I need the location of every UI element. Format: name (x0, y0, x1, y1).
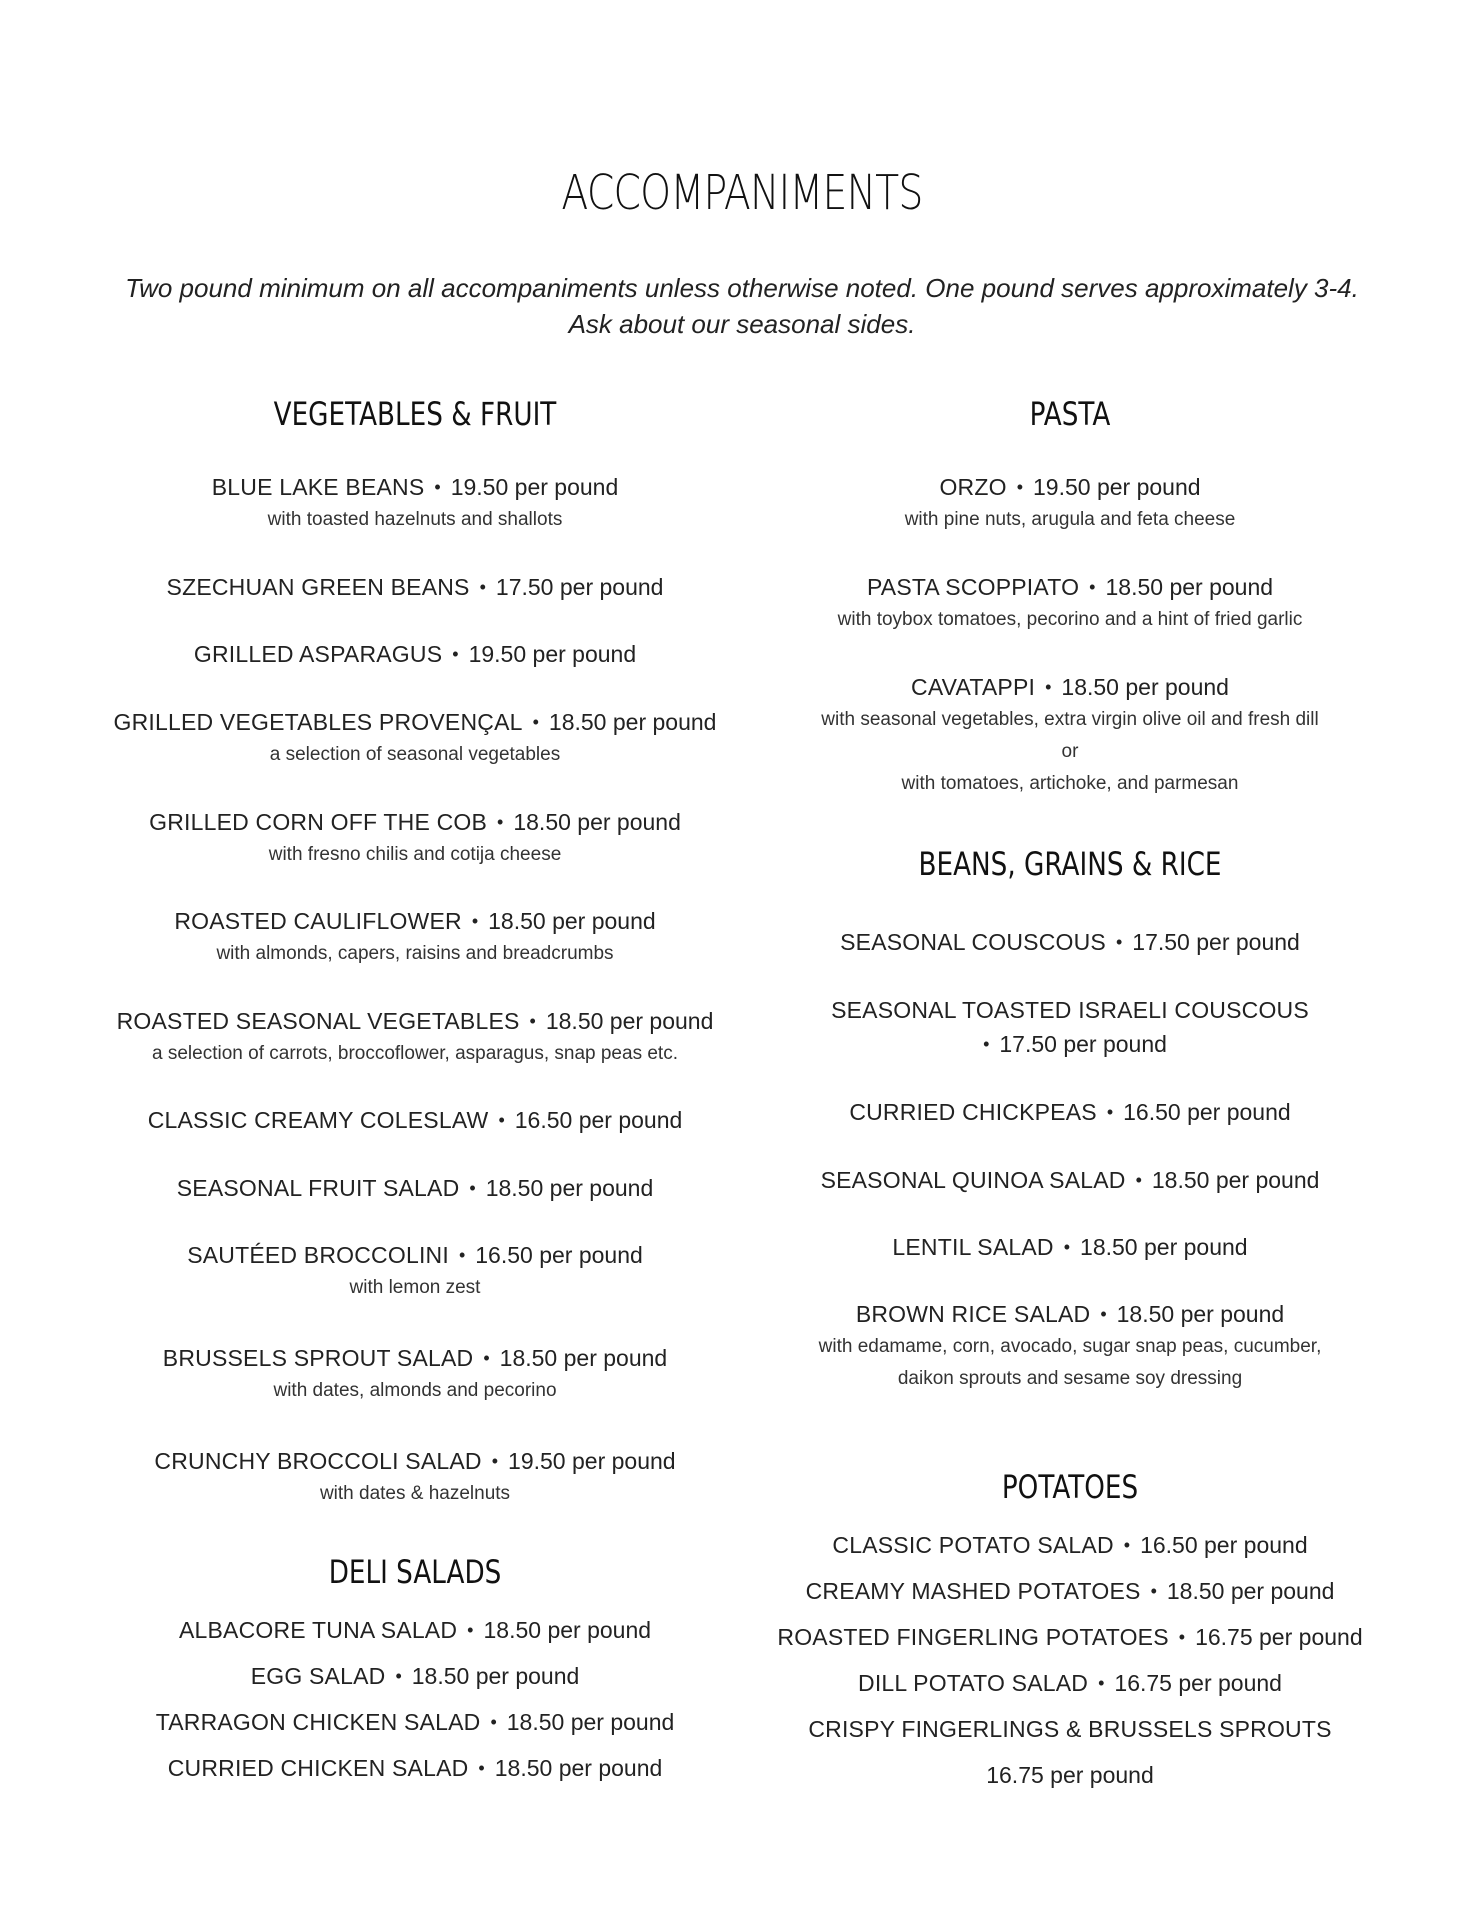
bullet-separator: • (532, 712, 539, 732)
section-title-beans: BEANS, GRAINS & RICE (918, 845, 1222, 883)
bullet-separator: • (1063, 1237, 1071, 1257)
section-title-deli: DELI SALADS (328, 1553, 502, 1591)
menu-item (770, 1666, 1370, 1700)
item-name: EGG SALAD (250, 1663, 386, 1689)
bullet-separator: • (1045, 677, 1052, 697)
bullet-separator: • (434, 477, 441, 497)
item-unit: per pound (552, 908, 656, 934)
bullet-separator: • (497, 812, 504, 832)
bullet-separator: • (1178, 1627, 1186, 1647)
item-name: PASTA SCOPPIATO (866, 574, 1080, 600)
item-price: 18.50 (488, 908, 546, 934)
bullet-separator: • (1098, 1673, 1105, 1693)
item-unit: per pound (1180, 1301, 1285, 1327)
bullet-separator: • (1089, 577, 1096, 597)
menu-item (770, 993, 1370, 1061)
item-unit: per pound (558, 1755, 663, 1781)
item-unit: per pound (572, 1448, 676, 1474)
intro-line-1: Two pound minimum on all accompaniments unless otherwise noted. One pound serves approximately 3-4. (125, 273, 1359, 303)
item-name: BRUSSELS SPROUT SALAD (162, 1345, 474, 1371)
item-unit: per pound (609, 1008, 714, 1034)
item-name: CRUNCHY BROCCOLI SALAD (154, 1448, 482, 1474)
section-title-potatoes: POTATOES (1001, 1468, 1139, 1506)
item-price: 18.50 (506, 1709, 565, 1735)
menu-item (90, 637, 740, 671)
item-price: 18.50 (1080, 1234, 1138, 1260)
item-price: 18.50 (499, 1345, 558, 1371)
item-unit: per pound (570, 1709, 675, 1735)
item-unit: per pound (1215, 1167, 1320, 1193)
menu-item (770, 1163, 1370, 1197)
menu-item (770, 1297, 1370, 1395)
section-title-vegetables: VEGETABLES & FRUIT (273, 395, 557, 433)
item-unit: per pound (1178, 1670, 1282, 1696)
menu-item (90, 570, 740, 604)
item-unit: per pound (539, 1242, 643, 1268)
bullet-separator: • (467, 1620, 474, 1640)
bullet-separator: • (1115, 932, 1123, 952)
item-unit: per pound (1050, 1762, 1154, 1788)
item-unit: per pound (547, 1617, 652, 1643)
item-price: 16.50 (514, 1107, 573, 1133)
item-name: TARRAGON CHICKEN SALAD (155, 1709, 481, 1735)
menu-item (90, 1171, 740, 1205)
menu-item (90, 1659, 740, 1693)
bullet-separator: • (1100, 1304, 1107, 1324)
item-price: 18.50 (1151, 1167, 1210, 1193)
item-price: 17.50 (495, 574, 554, 600)
item-description: with edamame, corn, avocado, sugar snap peas, cucumber, (818, 1336, 1322, 1357)
item-unit: per pound (577, 809, 681, 835)
intro-note (0, 270, 1484, 342)
bullet-separator: • (483, 1348, 490, 1368)
menu-item (770, 570, 1370, 636)
item-unit: per pound (612, 709, 717, 735)
item-price: 19.50 (468, 641, 527, 667)
item-unit: per pound (1125, 674, 1229, 700)
menu-item (90, 1613, 740, 1647)
item-price: 17.50 (1132, 929, 1190, 955)
item-name: CRISPY FINGERLINGS & BRUSSELS SPROUTS (808, 1716, 1332, 1742)
item-description: with almonds, capers, raisins and breadcrumbs (216, 943, 614, 964)
menu-item (90, 1341, 740, 1407)
menu-item (90, 1004, 740, 1070)
item-name: SZECHUAN GREEN BEANS (166, 574, 470, 600)
item-name: ALBACORE TUNA SALAD (178, 1617, 458, 1643)
menu-item (90, 1705, 740, 1739)
item-price: 18.50 (483, 1617, 542, 1643)
item-description-cont: daikon sprouts and sesame soy dressing (897, 1368, 1243, 1389)
item-unit: per pound (1144, 1234, 1248, 1260)
item-price: 16.75 (986, 1762, 1044, 1788)
item-price: 17.50 (999, 1031, 1057, 1057)
item-name: ROASTED FINGERLING POTATOES (777, 1624, 1169, 1650)
bullet-separator: • (471, 911, 479, 931)
menu-item (90, 470, 740, 536)
item-price: 16.50 (1123, 1099, 1181, 1125)
item-unit: per pound (532, 641, 637, 667)
page-title: ACCOMPANIMENTS (561, 165, 923, 221)
item-unit: per pound (563, 1345, 668, 1371)
item-description: with toasted hazelnuts and shallots (267, 509, 563, 530)
menu-item (770, 1095, 1370, 1129)
item-description: a selection of carrots, broccoflower, asparagus, snap peas etc. (152, 1043, 678, 1064)
menu-item (770, 1230, 1370, 1264)
menu-item (90, 1103, 740, 1137)
section-title-pasta: PASTA (1029, 395, 1111, 433)
item-description: with lemon zest (349, 1277, 481, 1298)
bullet-separator: • (490, 1712, 497, 1732)
item-description: a selection of seasonal vegetables (269, 744, 561, 765)
item-name: CLASSIC CREAMY COLESLAW (147, 1107, 489, 1133)
item-price: 18.50 (548, 709, 607, 735)
item-or: or (1061, 741, 1079, 762)
bullet-separator: • (983, 1034, 990, 1054)
menu-item (770, 1712, 1370, 1792)
item-unit: per pound (1259, 1624, 1363, 1650)
bullet-separator: • (498, 1110, 505, 1130)
item-unit: per pound (1204, 1532, 1308, 1558)
item-name: GRILLED CORN OFF THE COB (149, 809, 488, 835)
item-unit: per pound (549, 1175, 654, 1201)
item-name: GRILLED VEGETABLES PROVENÇAL (113, 709, 523, 735)
menu-item (90, 805, 740, 871)
bullet-separator: • (529, 1011, 536, 1031)
menu-item (90, 1751, 740, 1785)
intro-line-2: Ask about our seasonal sides. (568, 309, 916, 339)
menu-item (90, 1444, 740, 1510)
item-price: 19.50 (508, 1448, 566, 1474)
item-name: GRILLED ASPARAGUS (193, 641, 443, 667)
item-price: 19.50 (450, 474, 509, 500)
item-unit: per pound (1169, 574, 1274, 600)
item-name: CREAMY MASHED POTATOES (805, 1578, 1141, 1604)
item-name: DILL POTATO SALAD (858, 1670, 1089, 1696)
item-name: LENTIL SALAD (892, 1234, 1054, 1260)
menu-item (90, 1238, 740, 1304)
item-price: 18.50 (1116, 1301, 1175, 1327)
item-name: SEASONAL QUINOA SALAD (820, 1167, 1126, 1193)
item-name: ROASTED SEASONAL VEGETABLES (116, 1008, 520, 1034)
item-unit: per pound (578, 1107, 683, 1133)
item-price: 18.50 (485, 1175, 544, 1201)
item-name: SAUTÉED BROCCOLINI (187, 1242, 449, 1268)
item-unit: per pound (514, 474, 619, 500)
menu-item (770, 470, 1370, 536)
item-description-alt: with tomatoes, artichoke, and parmesan (901, 773, 1239, 794)
menu-item (770, 1574, 1370, 1608)
item-name: SEASONAL COUSCOUS (840, 929, 1106, 955)
item-price: 16.75 (1195, 1624, 1253, 1650)
item-unit: per pound (1187, 1099, 1291, 1125)
item-name: BROWN RICE SALAD (855, 1301, 1091, 1327)
bullet-separator: • (452, 644, 459, 664)
item-price: 18.50 (1061, 674, 1119, 700)
bullet-separator: • (1106, 1102, 1114, 1122)
item-price: 16.75 (1114, 1670, 1172, 1696)
item-unit: per pound (559, 574, 664, 600)
menu-item (770, 925, 1370, 959)
item-description: with toybox tomatoes, pecorino and a hint of fried garlic (837, 609, 1303, 630)
item-name: ORZO (939, 474, 1007, 500)
bullet-separator: • (491, 1451, 499, 1471)
item-unit: per pound (475, 1663, 580, 1689)
item-unit: per pound (1196, 929, 1300, 955)
item-name: CLASSIC POTATO SALAD (832, 1532, 1114, 1558)
bullet-separator: • (395, 1666, 402, 1686)
bullet-separator: • (458, 1245, 466, 1265)
item-price: 16.50 (475, 1242, 533, 1268)
item-price: 16.50 (1140, 1532, 1198, 1558)
item-description: with fresno chilis and cotija cheese (268, 844, 562, 865)
item-price: 18.50 (1105, 574, 1164, 600)
item-price: 18.50 (494, 1755, 553, 1781)
menu-item (90, 705, 740, 771)
bullet-separator: • (1016, 477, 1023, 497)
item-price: 18.50 (513, 809, 571, 835)
item-description: with seasonal vegetables, extra virgin olive oil and fresh dill (821, 709, 1319, 730)
menu-item (770, 1528, 1370, 1562)
bullet-separator: • (1123, 1535, 1131, 1555)
item-name: CURRIED CHICKPEAS (849, 1099, 1097, 1125)
item-name: ROASTED CAULIFLOWER (174, 908, 462, 934)
bullet-separator: • (1135, 1170, 1142, 1190)
item-price: 18.50 (545, 1008, 604, 1034)
item-description: with pine nuts, arugula and feta cheese (904, 509, 1236, 530)
item-name: CURRIED CHICKEN SALAD (167, 1755, 469, 1781)
item-price: 19.50 (1033, 474, 1091, 500)
item-name: SEASONAL TOASTED ISRAELI COUSCOUS (831, 997, 1309, 1023)
item-unit: per pound (1063, 1031, 1167, 1057)
item-unit: per pound (1230, 1578, 1335, 1604)
item-name: CAVATAPPI (911, 674, 1036, 700)
item-price: 18.50 (411, 1663, 470, 1689)
item-unit: per pound (1096, 474, 1201, 500)
menu-item (770, 670, 1370, 800)
menu-item (90, 904, 740, 970)
menu-item (770, 1620, 1370, 1654)
bullet-separator: • (469, 1178, 476, 1198)
bullet-separator: • (479, 577, 486, 597)
item-description: with dates & hazelnuts (319, 1483, 511, 1504)
item-description: with dates, almonds and pecorino (273, 1380, 557, 1401)
item-name: SEASONAL FRUIT SALAD (176, 1175, 460, 1201)
bullet-separator: • (478, 1758, 485, 1778)
item-name: BLUE LAKE BEANS (211, 474, 425, 500)
bullet-separator: • (1150, 1581, 1157, 1601)
item-price: 18.50 (1166, 1578, 1225, 1604)
